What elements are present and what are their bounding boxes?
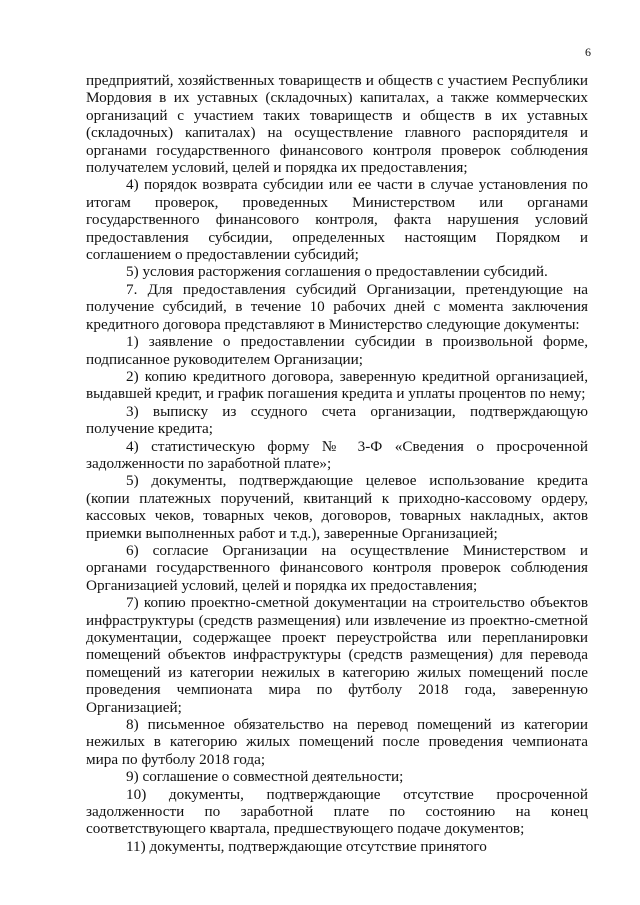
paragraph: 11) документы, подтверждающие отсутствие принятого (126, 837, 487, 855)
paragraph: 10) документы, подтверждающие отсутствие просроченной задолженности по заработной плате по состоянию на конец соответствующего квартала, предшествующего подаче документов; (86, 785, 588, 838)
paragraph: 1) заявление о предоставлении субсидии в произвольной форме, подписанное руководителем Организации; (86, 333, 588, 368)
paragraph: 5) документы, подтверждающие целевое использование кредита (копии платежных поручений, квитанций к приходно-кассовому ордеру, кассовых чеков, товарных чеков, договоров, товарных накладных, актов приемки выполненных работ и т.д.), заверенные Организацией; (86, 472, 588, 542)
paragraph: 4) статистическую форму № 3-Ф «Сведения о просроченной задолженности по заработной плате»; (86, 437, 588, 472)
paragraph: предприятий, хозяйственных товариществ и обществ с участием Республики Мордовия в их уставных (складочных) капиталах, а также коммерческих организаций с участием таких товариществ и обществ в их уставных (складочных) капиталах) на осуществление главного распорядителя и органами государственного финансового контроля проверок соблюдения получателем условий, целей и порядка их предоставления; (86, 72, 588, 177)
paragraph: 8) письменное обязательство на перевод помещений из категории нежилых в категорию жилых помещений после проведения чемпионата мира по футболу 2018 года; (86, 716, 588, 768)
paragraph: 4) порядок возврата субсидии или ее части в случае установления по итогам проверок, проведенных Министерством или органами государственного финансового контроля, факта нарушения условий предоставления субсидии, определенных настоящим Порядком и соглашением о предоставлении субсидий; (86, 176, 588, 264)
paragraph: 6) согласие Организации на осуществление Министерством и органами государственного финансового контроля проверок соблюдения Организацией условий, целей и порядка их предоставления; (86, 541, 588, 594)
paragraph: 2) копию кредитного договора, заверенную кредитной организацией, выдавшей кредит, и график погашения кредита и уплаты процентов по нему; (86, 367, 588, 403)
paragraph: 3) выписку из ссудного счета организации, подтверждающую получение кредита; (86, 402, 588, 438)
paragraph: 9) соглашение о совместной деятельности; (126, 768, 404, 786)
page-number: 6 (585, 45, 591, 59)
document-body (86, 72, 588, 855)
paragraph: 7. Для предоставления субсидий Организации, претендующие на получение субсидий, в течение 10 рабочих дней с момента заключения кредитного договора представляют в Министерство следующие документы: (86, 280, 588, 333)
paragraph: 5) условия расторжения соглашения о предоставлении субсидий. (126, 263, 548, 281)
paragraph: 7) копию проектно-сметной документации на строительство объектов инфраструктуры (средств размещения) или извлечение из проектно-сметной документации, содержащее проект переустройства или перепланировки помещений объектов инфраструктуры (средств размещения) для перевода помещений из категории нежилых в категорию жилых помещений после проведения чемпионата мира по футболу 2018 года, заверенную Организацией; (86, 594, 588, 716)
